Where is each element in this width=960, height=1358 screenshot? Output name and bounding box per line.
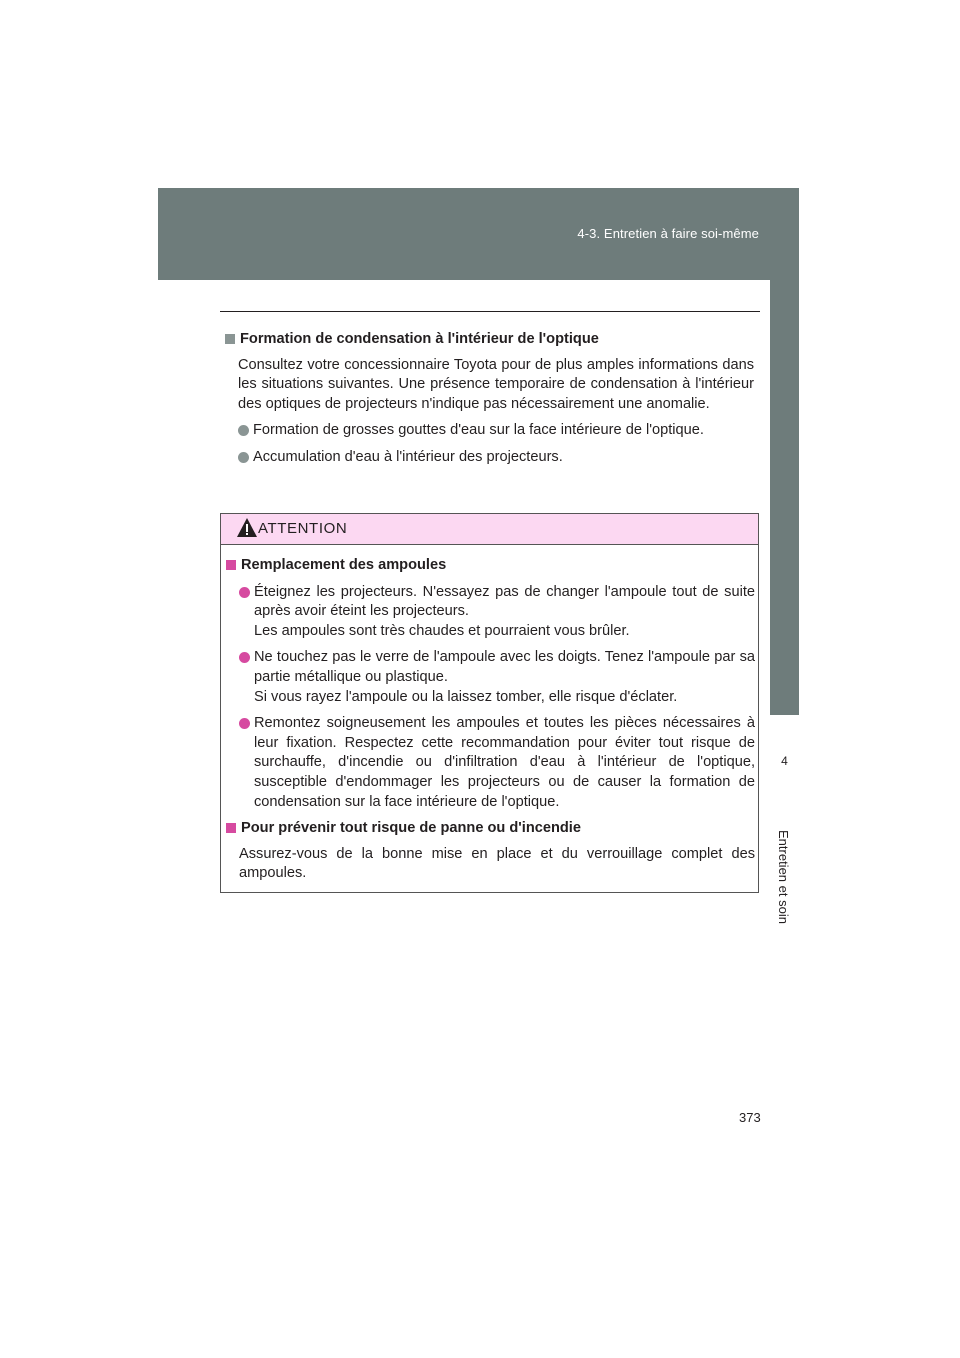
warning-paragraph: Assurez-vous de la bonne mise en place et du verrouillage complet des ampoules. [239, 845, 755, 882]
warning-box [220, 513, 759, 893]
header-title: 4-3. Entretien à faire soi-même [577, 226, 759, 241]
chapter-label: Entretien et soin [776, 830, 791, 924]
section-paragraph: Consultez votre concessionnaire Toyota pour de plus amples informations dans les situations suivantes. Une présence temporaire de condensation à l'intérieur des optiques de projecteurs n'indique pas nécessairement une anomalie. [238, 356, 754, 412]
square-bullet-icon [226, 823, 236, 833]
chapter-number: 4 [781, 754, 788, 768]
warning-heading: Remplacement des ampoules [225, 556, 755, 576]
warning-body [225, 556, 755, 884]
circle-bullet-icon [239, 652, 250, 663]
list-item: Accumulation d'eau à l'intérieur des projecteurs. [238, 448, 754, 468]
warning-header [221, 514, 758, 545]
list-item: Remontez soigneusement les ampoules et toutes les pièces nécessaires à leur fixation. Respectez cette recommandation pour éviter tout risque de surchauffe, d'incendie ou d'infiltration d'eau à l'intérieur de l'optique, susceptible d'endommager les projecteurs ou de causer la formation de condensation sur la face intérieure de l'optique. [239, 714, 755, 812]
circle-bullet-icon [239, 587, 250, 598]
page-number: 373 [739, 1110, 761, 1125]
warning-triangle-icon [236, 517, 258, 539]
square-bullet-icon [226, 560, 236, 570]
warning-title: ATTENTION [258, 520, 348, 537]
section-heading: Formation de condensation à l'intérieur de l'optique [224, 330, 754, 350]
list-item: Éteignez les projecteurs. N'essayez pas de changer l'ampoule tout de suite après avoir éteint les projecteurs. Les ampoules sont très chaudes et pourraient vous brûler. [239, 583, 755, 642]
circle-bullet-icon [238, 452, 249, 463]
list-item: Formation de grosses gouttes d'eau sur la face intérieure de l'optique. [238, 421, 754, 441]
warning-heading: Pour prévenir tout risque de panne ou d'incendie [225, 819, 755, 839]
square-bullet-icon [225, 334, 235, 344]
list-item: Ne touchez pas le verre de l'ampoule avec les doigts. Tenez l'ampoule par sa partie métallique ou plastique. Si vous rayez l'ampoule ou la laissez tomber, elle risque d'éclater. [239, 648, 755, 707]
chapter-side-tab [770, 280, 799, 715]
circle-bullet-icon [239, 718, 250, 729]
circle-bullet-icon [238, 425, 249, 436]
top-rule [220, 311, 760, 312]
condensation-section [224, 330, 754, 468]
header-band [158, 188, 799, 280]
